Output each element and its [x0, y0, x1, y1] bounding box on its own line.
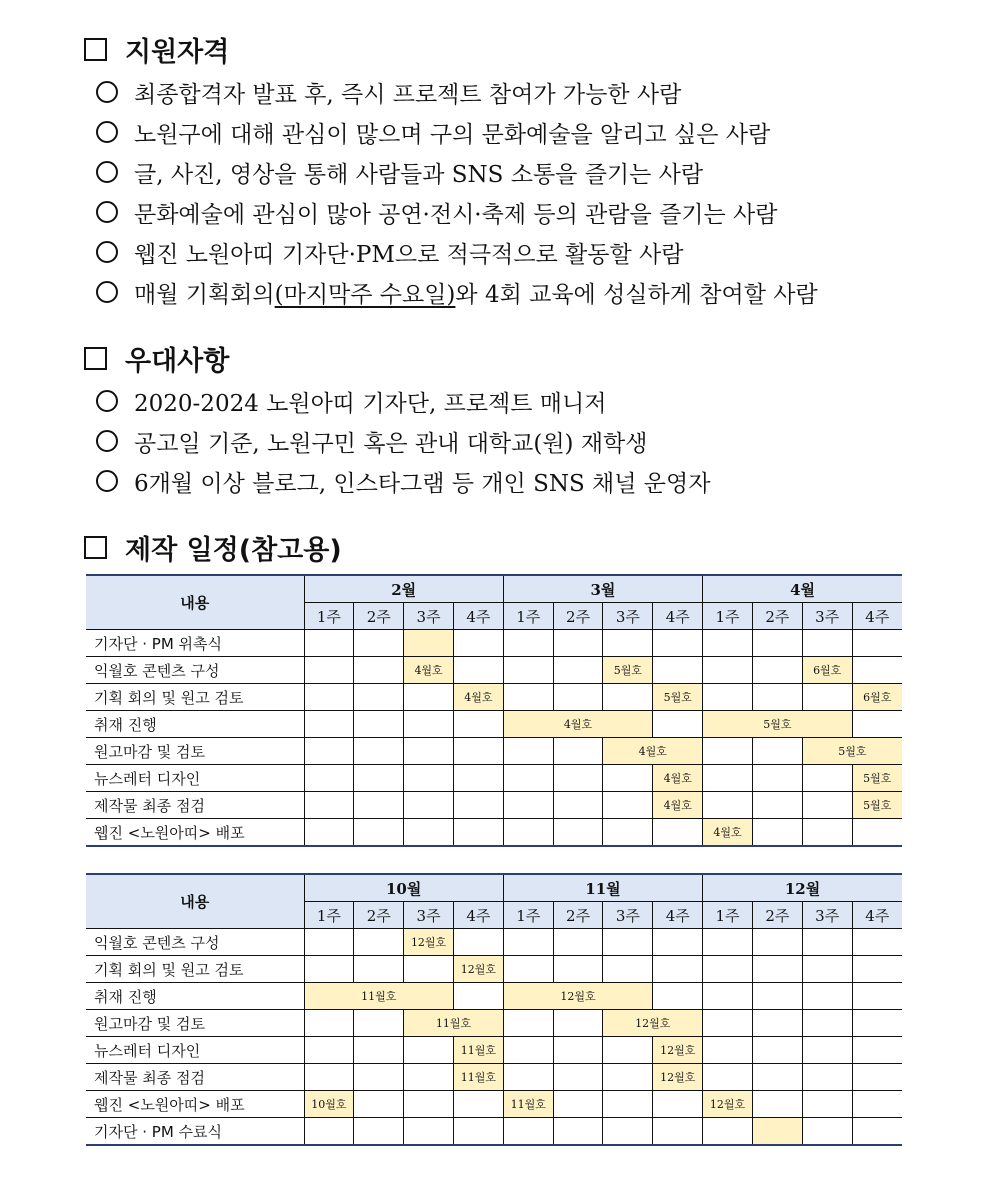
month-header: 4월 [703, 575, 902, 603]
empty-cell [503, 929, 553, 956]
empty-cell [553, 792, 603, 819]
empty-cell [653, 711, 703, 738]
empty-cell [304, 929, 354, 956]
empty-cell [802, 819, 852, 847]
empty-cell [404, 711, 454, 738]
schedule-bar: 12월호 [503, 983, 652, 1010]
list-item: 매월 기획회의 (마지막주 수요일) 와 4회 교육에 성실하게 참여할 사람 [96, 272, 976, 312]
week-header: 4주 [653, 603, 703, 630]
content-header: 내용 [86, 874, 304, 929]
preferences-title: 우대사항 [125, 346, 230, 377]
empty-cell [404, 956, 454, 983]
empty-cell [802, 1091, 852, 1118]
empty-cell [304, 684, 354, 711]
empty-cell [453, 711, 503, 738]
empty-cell [603, 1064, 653, 1091]
empty-cell [553, 657, 603, 684]
week-header: 4주 [453, 902, 503, 929]
empty-cell [304, 738, 354, 765]
empty-cell [653, 1091, 703, 1118]
empty-cell [404, 765, 454, 792]
schedule-bar: 5월호 [653, 684, 703, 711]
empty-cell [354, 929, 404, 956]
empty-cell [354, 1118, 404, 1146]
month-header: 3월 [503, 575, 702, 603]
empty-cell [752, 630, 802, 657]
week-header: 2주 [553, 902, 603, 929]
schedule-bar [404, 630, 454, 657]
week-header: 4주 [852, 902, 902, 929]
content-header: 내용 [86, 575, 304, 630]
empty-cell [354, 819, 404, 847]
empty-cell [354, 1091, 404, 1118]
empty-cell [453, 765, 503, 792]
list-item: 2020-2024 노원아띠 기자단, 프로젝트 매니저 [96, 381, 976, 421]
circle-bullet-icon [96, 470, 118, 492]
empty-cell [603, 792, 653, 819]
empty-cell [404, 1037, 454, 1064]
schedule-bar: 5월호 [802, 738, 902, 765]
empty-cell [453, 792, 503, 819]
row-label: 제작물 최종 점검 [86, 1064, 304, 1091]
week-header: 2주 [752, 603, 802, 630]
empty-cell [404, 792, 454, 819]
empty-cell [802, 684, 852, 711]
week-header: 4주 [852, 603, 902, 630]
schedule-bar: 11월호 [453, 1037, 503, 1064]
empty-cell [752, 819, 802, 847]
empty-cell [752, 792, 802, 819]
empty-cell [453, 630, 503, 657]
empty-cell [553, 956, 603, 983]
empty-cell [603, 819, 653, 847]
empty-cell [404, 1064, 454, 1091]
month-header: 2월 [304, 575, 503, 603]
empty-cell [503, 630, 553, 657]
empty-cell [354, 1037, 404, 1064]
schedule-bar: 12월호 [703, 1091, 753, 1118]
week-header: 3주 [603, 902, 653, 929]
schedule-table-feb-apr [86, 574, 902, 847]
empty-cell [304, 1010, 354, 1037]
empty-cell [553, 738, 603, 765]
empty-cell [752, 738, 802, 765]
empty-cell [603, 956, 653, 983]
empty-cell [354, 765, 404, 792]
month-header: 12월 [703, 874, 902, 902]
list-item: 노원구에 대해 관심이 많으며 구의 문화예술을 알리고 싶은 사람 [96, 112, 976, 152]
week-header: 4주 [453, 603, 503, 630]
table-row [86, 738, 902, 765]
empty-cell [653, 657, 703, 684]
empty-cell [802, 1118, 852, 1146]
empty-cell [802, 1010, 852, 1037]
circle-bullet-icon [96, 390, 118, 412]
empty-cell [852, 1091, 902, 1118]
empty-cell [802, 1064, 852, 1091]
empty-cell [852, 1037, 902, 1064]
table-row [86, 792, 902, 819]
empty-cell [752, 983, 802, 1010]
schedule-bar: 12월호 [653, 1037, 703, 1064]
table-row [86, 630, 902, 657]
empty-cell [354, 738, 404, 765]
empty-cell [752, 1037, 802, 1064]
week-header: 2주 [354, 603, 404, 630]
table-row [86, 1064, 902, 1091]
empty-cell [752, 929, 802, 956]
schedule-bar: 4월호 [653, 765, 703, 792]
row-label: 웹진 <노원아띠> 배포 [86, 819, 304, 847]
empty-cell [553, 765, 603, 792]
row-label: 익월호 콘텐츠 구성 [86, 657, 304, 684]
row-label: 기획 회의 및 원고 검토 [86, 956, 304, 983]
empty-cell [703, 929, 753, 956]
row-label: 기획 회의 및 원고 검토 [86, 684, 304, 711]
week-header: 3주 [404, 902, 454, 929]
underlined-note: (마지막주 수요일) [274, 281, 456, 308]
empty-cell [354, 657, 404, 684]
table-row [86, 983, 902, 1010]
week-header: 1주 [503, 902, 553, 929]
schedule-bar: 4월호 [703, 819, 753, 847]
empty-cell [802, 792, 852, 819]
empty-cell [354, 630, 404, 657]
empty-cell [603, 684, 653, 711]
empty-cell [304, 765, 354, 792]
empty-cell [603, 1091, 653, 1118]
empty-cell [503, 792, 553, 819]
empty-cell [503, 956, 553, 983]
empty-cell [453, 819, 503, 847]
empty-cell [503, 1037, 553, 1064]
empty-cell [752, 1091, 802, 1118]
empty-cell [703, 765, 753, 792]
month-header: 10월 [304, 874, 503, 902]
empty-cell [553, 1091, 603, 1118]
row-label: 기자단 · PM 수료식 [86, 1118, 304, 1146]
empty-cell [752, 765, 802, 792]
empty-cell [852, 1118, 902, 1146]
table-row [86, 929, 902, 956]
empty-cell [553, 1118, 603, 1146]
empty-cell [703, 1037, 753, 1064]
week-header: 1주 [304, 603, 354, 630]
empty-cell [852, 819, 902, 847]
schedule-bar: 12월호 [404, 929, 454, 956]
checkbox-square-icon [84, 347, 107, 370]
week-header: 2주 [553, 603, 603, 630]
empty-cell [752, 684, 802, 711]
empty-cell [503, 684, 553, 711]
preferences-list [96, 381, 976, 501]
empty-cell [304, 1118, 354, 1146]
schedule-bar: 11월호 [304, 983, 453, 1010]
schedule-bar: 6월호 [852, 684, 902, 711]
empty-cell [852, 929, 902, 956]
table-row [86, 1118, 902, 1146]
schedule-bar: 6월호 [802, 657, 852, 684]
schedule-bar: 5월호 [603, 657, 653, 684]
circle-bullet-icon [96, 241, 118, 263]
empty-cell [802, 929, 852, 956]
week-header: 1주 [304, 902, 354, 929]
week-header: 3주 [603, 603, 653, 630]
schedule-bar: 4월호 [404, 657, 454, 684]
list-item: 6개월 이상 블로그, 인스타그램 등 개인 SNS 채널 운영자 [96, 461, 976, 501]
schedule-bar: 4월호 [603, 738, 703, 765]
empty-cell [802, 630, 852, 657]
checkbox-square-icon [84, 536, 107, 559]
row-label: 원고마감 및 검토 [86, 738, 304, 765]
empty-cell [503, 1010, 553, 1037]
empty-cell [553, 929, 603, 956]
empty-cell [653, 1118, 703, 1146]
list-item: 공고일 기준, 노원구민 혹은 관내 대학교(원) 재학생 [96, 421, 976, 461]
circle-bullet-icon [96, 201, 118, 223]
empty-cell [503, 765, 553, 792]
circle-bullet-icon [96, 430, 118, 452]
empty-cell [703, 1118, 753, 1146]
week-header: 2주 [752, 902, 802, 929]
table-row [86, 1010, 902, 1037]
empty-cell [852, 1010, 902, 1037]
empty-cell [752, 1010, 802, 1037]
month-header: 11월 [503, 874, 702, 902]
empty-cell [453, 929, 503, 956]
empty-cell [653, 630, 703, 657]
schedule-bar: 11월호 [453, 1064, 503, 1091]
empty-cell [852, 711, 902, 738]
schedule-bar: 11월호 [404, 1010, 504, 1037]
empty-cell [703, 1064, 753, 1091]
row-label: 기자단 · PM 위촉식 [86, 630, 304, 657]
empty-cell [553, 1064, 603, 1091]
empty-cell [653, 819, 703, 847]
list-item: 최종합격자 발표 후, 즉시 프로젝트 참여가 가능한 사람 [96, 72, 976, 112]
row-label: 뉴스레터 디자인 [86, 765, 304, 792]
empty-cell [752, 657, 802, 684]
week-header: 1주 [503, 603, 553, 630]
schedule-bar: 12월호 [653, 1064, 703, 1091]
schedule-bar: 11월호 [503, 1091, 553, 1118]
empty-cell [852, 956, 902, 983]
schedule-bar: 4월호 [653, 792, 703, 819]
empty-cell [802, 956, 852, 983]
week-header: 1주 [703, 902, 753, 929]
row-label: 뉴스레터 디자인 [86, 1037, 304, 1064]
empty-cell [852, 657, 902, 684]
row-label: 제작물 최종 점검 [86, 792, 304, 819]
empty-cell [354, 684, 404, 711]
schedule-title: 제작 일정(참고용) [125, 535, 342, 566]
empty-cell [802, 1037, 852, 1064]
schedule-bar: 12월호 [453, 956, 503, 983]
empty-cell [503, 819, 553, 847]
empty-cell [703, 983, 753, 1010]
preferences-heading [84, 339, 229, 378]
empty-cell [752, 1064, 802, 1091]
empty-cell [703, 657, 753, 684]
week-header: 1주 [703, 603, 753, 630]
empty-cell [304, 630, 354, 657]
empty-cell [553, 684, 603, 711]
empty-cell [603, 630, 653, 657]
empty-cell [852, 1064, 902, 1091]
row-label: 웹진 <노원아띠> 배포 [86, 1091, 304, 1118]
circle-bullet-icon [96, 121, 118, 143]
table-row [86, 657, 902, 684]
empty-cell [603, 1118, 653, 1146]
empty-cell [304, 711, 354, 738]
circle-bullet-icon [96, 281, 118, 303]
empty-cell [802, 765, 852, 792]
circle-bullet-icon [96, 81, 118, 103]
empty-cell [453, 1091, 503, 1118]
empty-cell [354, 792, 404, 819]
table-row [86, 711, 902, 738]
empty-cell [453, 983, 503, 1010]
empty-cell [304, 1064, 354, 1091]
week-header: 2주 [354, 902, 404, 929]
empty-cell [503, 1064, 553, 1091]
schedule-bar: 4월호 [453, 684, 503, 711]
schedule-bar: 10월호 [304, 1091, 354, 1118]
table-row [86, 684, 902, 711]
empty-cell [404, 738, 454, 765]
list-item: 글, 사진, 영상을 통해 사람들과 SNS 소통을 즐기는 사람 [96, 152, 976, 192]
table-row [86, 1091, 902, 1118]
row-label: 취재 진행 [86, 711, 304, 738]
row-label: 익월호 콘텐츠 구성 [86, 929, 304, 956]
schedule-bar: 12월호 [603, 1010, 703, 1037]
schedule-bar: 5월호 [703, 711, 852, 738]
empty-cell [453, 657, 503, 684]
empty-cell [304, 657, 354, 684]
empty-cell [603, 1037, 653, 1064]
empty-cell [653, 983, 703, 1010]
empty-cell [304, 1037, 354, 1064]
schedule-bar [752, 1118, 802, 1146]
empty-cell [703, 1010, 753, 1037]
empty-cell [453, 738, 503, 765]
empty-cell [354, 956, 404, 983]
empty-cell [354, 1064, 404, 1091]
table-row [86, 1037, 902, 1064]
week-header: 3주 [802, 603, 852, 630]
schedule-bar: 5월호 [852, 792, 902, 819]
empty-cell [553, 1010, 603, 1037]
empty-cell [404, 819, 454, 847]
table-row [86, 765, 902, 792]
week-header: 3주 [802, 902, 852, 929]
week-header: 4주 [653, 902, 703, 929]
empty-cell [703, 956, 753, 983]
empty-cell [553, 1037, 603, 1064]
week-header: 3주 [404, 603, 454, 630]
schedule-table-oct-dec [86, 873, 902, 1146]
qualifications-heading [84, 30, 229, 69]
circle-bullet-icon [96, 161, 118, 183]
schedule-heading [84, 528, 342, 567]
qualifications-title: 지원자격 [125, 37, 230, 68]
empty-cell [852, 983, 902, 1010]
empty-cell [553, 630, 603, 657]
empty-cell [653, 929, 703, 956]
empty-cell [553, 819, 603, 847]
table-row [86, 819, 902, 847]
empty-cell [703, 630, 753, 657]
list-item: 웹진 노원아띠 기자단·PM으로 적극적으로 활동할 사람 [96, 232, 976, 272]
empty-cell [653, 956, 703, 983]
empty-cell [354, 711, 404, 738]
empty-cell [703, 792, 753, 819]
empty-cell [304, 956, 354, 983]
empty-cell [304, 792, 354, 819]
checkbox-square-icon [84, 38, 107, 61]
empty-cell [304, 819, 354, 847]
empty-cell [453, 1118, 503, 1146]
row-label: 원고마감 및 검토 [86, 1010, 304, 1037]
qualifications-list [96, 72, 976, 312]
table-row [86, 956, 902, 983]
empty-cell [503, 738, 553, 765]
empty-cell [404, 684, 454, 711]
empty-cell [703, 738, 753, 765]
schedule-bar: 4월호 [503, 711, 652, 738]
empty-cell [752, 956, 802, 983]
empty-cell [404, 1091, 454, 1118]
empty-cell [802, 983, 852, 1010]
empty-cell [503, 1118, 553, 1146]
empty-cell [503, 657, 553, 684]
empty-cell [603, 929, 653, 956]
empty-cell [354, 1010, 404, 1037]
schedule-bar: 5월호 [852, 765, 902, 792]
list-item: 문화예술에 관심이 많아 공연·전시·축제 등의 관람을 즐기는 사람 [96, 192, 976, 232]
empty-cell [603, 765, 653, 792]
empty-cell [703, 684, 753, 711]
empty-cell [852, 630, 902, 657]
empty-cell [404, 1118, 454, 1146]
row-label: 취재 진행 [86, 983, 304, 1010]
